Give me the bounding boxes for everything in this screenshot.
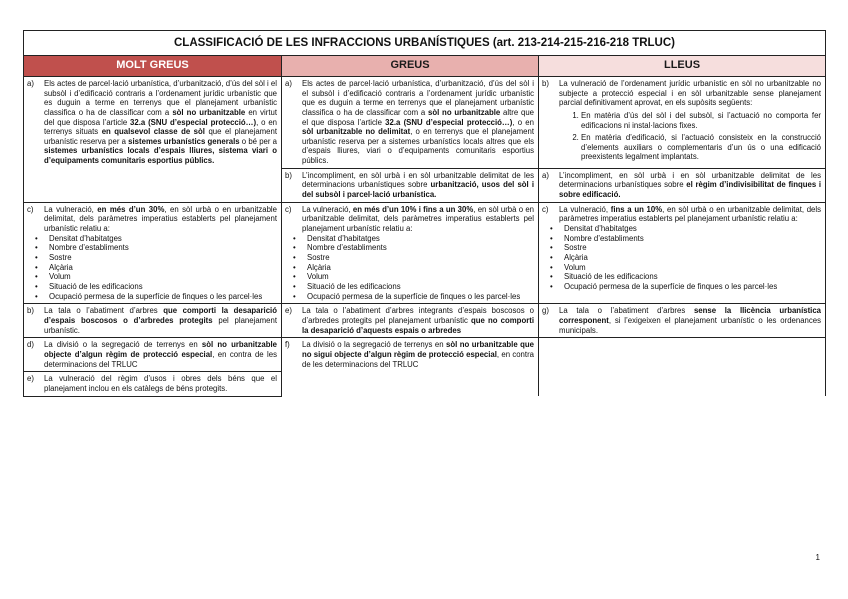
g-c-cell bbox=[282, 202, 539, 304]
mg-c-cell bbox=[24, 202, 282, 304]
g-a-text: Els actes de parcel·lació urbanística, d’urbanització, d’ús del sòl i el subsòl i d’edificació contraris a l’ordenament jurídic urbanístic que es duguin a terme en terrenys que el planejament urbanístic classifica o ha de classificar com a sòl no urbanitzable altre que el que disposa l’article 32.a (SNU d’especial protecció…), o en sòl urbanitzable no delimitat, o en terrenys que el planejament urbanístic reserva per a sistemes urbanístics locals altres que els d’espais lliures, viari o d’equipaments comunitaris esportius públics. bbox=[302, 78, 535, 166]
list-item: 2. En matèria d’edificació, si l’actuació consisteix en la construcció d’elements auxiliars o complementaris d’un ús o una edificació preexistents legalment implantats. bbox=[581, 133, 821, 162]
mg-a-text: Els actes de parcel·lació urbanística, d’urbanització, d’ús del sòl i el subsòl i d’edificació contraris a l’ordenament jurídic urbanístic que es duguin a terme en terrenys que el planejament urbanístic classifica o ha de classificar com a sòl no urbanitzable en virtut del que disposa l’article 32.a (SNU d’especial protecció…), o en terrenys situats en qualsevol classe de sòl que el planejament urbanístic reserva per a sistemes urbanístics generals o bé per a sistemes urbanístics locals d’espais lliures, sistema viari o d’equipaments comunitaris esportius públics. bbox=[44, 78, 278, 166]
g-c-text: La vulneració, en més d’un 10% i fins a un 30%, en sòl urbà o en urbanitzable delimitat, dels paràmetres imperatius establerts pel planejament urbanístic relatiu a: bbox=[302, 204, 534, 234]
g-b-text: L’incompliment, en sòl urbà i en sòl urbanitzable delimitat de les determinacions urbanístiques sobre urbanització, usos del sòl i del subsòl i parcel·lació urbanística. bbox=[302, 170, 534, 200]
ll-g-cell bbox=[539, 304, 826, 338]
mg-a-cell bbox=[24, 76, 282, 202]
g-e-text: La tala o l’abatiment d’arbres integrants d’espais boscosos o d’arbredes protegits pel planejament urbanístic que no comporti la desaparició d’aquests espais o arbredes bbox=[302, 306, 535, 335]
header-molt-greus: MOLT GREUS bbox=[24, 56, 282, 77]
mg-d-text: La divisió o la segregació de terrenys en sòl no urbanitzable objecte d’algun règim de protecció especial, en contra de les determinacions del TRLUC bbox=[44, 340, 277, 369]
mg-e-text: La vulneració del règim d’usos i obres dels béns que el planejament inclou en els catàlegs de béns protegits. bbox=[44, 374, 277, 393]
list-item: • Nombre d’establiments bbox=[556, 234, 821, 244]
list-item: • Nombre d’establiments bbox=[41, 243, 277, 253]
item-letter: f) bbox=[285, 340, 290, 350]
item-letter: g) bbox=[542, 306, 549, 316]
list-item: • Volum bbox=[299, 272, 534, 282]
list-item: • Situació de les edificacions bbox=[299, 282, 534, 292]
classification-table bbox=[23, 30, 826, 397]
page-number: 1 bbox=[815, 553, 820, 562]
item-letter: c) bbox=[285, 204, 292, 214]
item-letter: c) bbox=[27, 204, 34, 214]
header-lleus: LLEUS bbox=[539, 56, 826, 77]
item-letter: e) bbox=[285, 306, 292, 316]
table-title: CLASSIFICACIÓ DE LES INFRACCIONS URBANÍSTIQUES (art. 213-214-215-216-218 TRLUC) bbox=[24, 31, 826, 56]
list-item: • Volum bbox=[556, 263, 821, 273]
list-item: • Situació de les edificacions bbox=[556, 272, 821, 282]
ll-b-cell bbox=[539, 76, 826, 168]
ll-empty-cell bbox=[539, 338, 826, 396]
ll-b-text: La vulneració de l’ordenament jurídic urbanístic en sòl no urbanitzable no subjecte a protecció especial i en sòl urbanitzable sense planejament parcial definitivament aprovat, en els supòsits següents: 1. En matèria d’ús del sòl i del subsòl, si l’actuació no comporta fer edificacions ni instal·lacions fixes. 2. En matèria d’edificació, si l’actuació consisteix en la construcció d’elements auxiliars o complementaris d’un ús o una edificació preexistents legalment implantats. bbox=[559, 79, 821, 165]
g-e-cell bbox=[282, 304, 539, 338]
item-letter: b) bbox=[27, 306, 34, 316]
g-f-cell bbox=[282, 338, 539, 396]
ll-g-text: La tala o l’abatiment d’arbres sense la llicència urbanística corresponent, si l’exigeixen el planejament urbanístic o les ordenances municipals. bbox=[559, 306, 822, 335]
list-item: • Densitat d’habitatges bbox=[299, 234, 534, 244]
list-item: • Volum bbox=[41, 272, 277, 282]
list-item: 1. En matèria d’ús del sòl i del subsòl, si l’actuació no comporta fer edificacions ni instal·lacions fixes. bbox=[581, 111, 821, 130]
ll-b-list bbox=[559, 111, 821, 162]
list-item: • Nombre d’establiments bbox=[299, 243, 534, 253]
list-item: • Ocupació permesa de la superfície de finques o les parcel·les bbox=[299, 292, 534, 302]
mg-b-cell bbox=[24, 304, 282, 338]
g-b-cell bbox=[282, 168, 539, 202]
ll-a-cell bbox=[539, 168, 826, 202]
list-item: • Situació de les edificacions bbox=[41, 282, 277, 292]
g-a-cell bbox=[282, 76, 539, 168]
list-item: • Alçària bbox=[556, 253, 821, 263]
ll-c-cell bbox=[539, 202, 826, 304]
list-item: • Densitat d’habitatges bbox=[556, 224, 821, 234]
mg-e-cell bbox=[24, 372, 282, 396]
item-letter: b) bbox=[285, 170, 292, 180]
item-letter: d) bbox=[27, 340, 34, 350]
list-item: • Alçària bbox=[299, 263, 534, 273]
item-letter: c) bbox=[542, 204, 549, 214]
mg-c-parameters bbox=[27, 234, 277, 302]
ll-c-text: La vulneració, fins a un 10%, en sòl urbà o en urbanitzable delimitat, dels paràmetres imperatius establerts pel planejament urbanístic relatiu a: bbox=[559, 204, 822, 224]
list-item: • Alçària bbox=[41, 263, 277, 273]
list-item: • Densitat d’habitatges bbox=[41, 234, 277, 244]
mg-c-text: La vulneració, en més d’un 30%, en sòl urbà o en urbanitzable delimitat, dels paràmetres imperatius establerts pel planejament urbanístic relatiu a: bbox=[44, 204, 277, 234]
mg-b-text: La tala o l’abatiment d’arbres que comporti la desaparició d’espais boscosos o d’arbredes protegits pel planejament urbanístic. bbox=[44, 306, 278, 335]
ll-c-parameters bbox=[542, 224, 821, 292]
item-letter: b) bbox=[542, 78, 549, 88]
g-c-parameters bbox=[285, 234, 534, 302]
item-letter: a) bbox=[285, 78, 292, 88]
header-greus: GREUS bbox=[282, 56, 539, 77]
list-item: • Ocupació permesa de la superfície de finques o les parcel·les bbox=[41, 292, 277, 302]
item-letter: a) bbox=[27, 78, 34, 88]
item-letter: a) bbox=[542, 170, 549, 180]
list-item: • Sostre bbox=[299, 253, 534, 263]
list-item: • Ocupació permesa de la superfície de finques o les parcel·les bbox=[556, 282, 821, 292]
g-f-text: La divisió o la segregació de terrenys en sòl no urbanitzable que no sigui objecte d’algun règim de protecció especial, en contra de les determinacions del TRLUC bbox=[302, 340, 534, 369]
list-item: • Sostre bbox=[41, 253, 277, 263]
list-item: • Sostre bbox=[556, 243, 821, 253]
mg-d-cell bbox=[24, 338, 282, 372]
ll-a-text: L’incompliment, en sòl urbà i en sòl urbanitzable delimitat de les determinacions urbanístiques sobre el règim d’indivisibilitat de finques i sobre edificació. bbox=[559, 170, 822, 200]
item-letter: e) bbox=[27, 374, 34, 384]
